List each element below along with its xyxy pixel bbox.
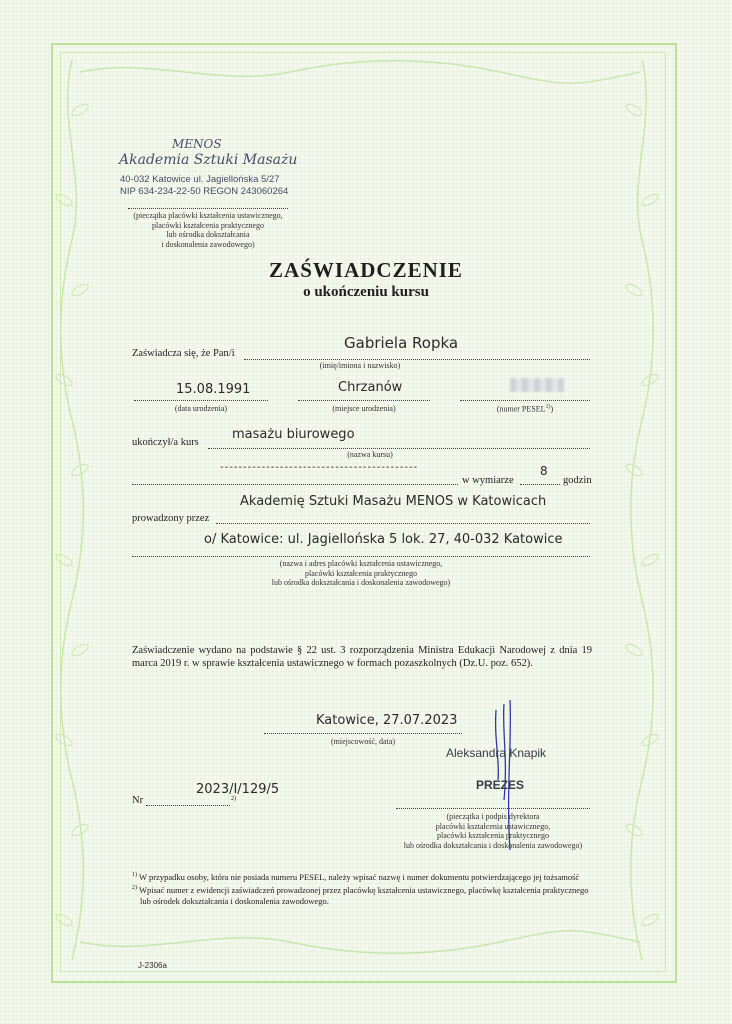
birth-place-line: [298, 400, 430, 401]
pesel-line: [460, 400, 590, 401]
organizer-address-line: [132, 556, 590, 557]
stamp-brand: MENOS: [172, 137, 222, 151]
name-caption: (imię/imiona i nazwisko): [319, 361, 401, 370]
stamp-caption: (pieczątka placówki kształcenia ustawicznego, placówki kształcenia praktycznego lub ośrodka dokształcania i doskonalenia zawodowego): [133, 211, 283, 249]
stamp-line: [128, 208, 288, 209]
organizer-line: [216, 523, 590, 524]
footnote-1: $^{1)}$ W przypadku osoby, która nie posiada numeru PESEL, należy wpisać nazwę i numer dokumentu potwierdzającego jej tożsamość: [132, 871, 580, 882]
completed-label: ukończył/a kurs: [132, 437, 199, 448]
document-title: ZAŚWIADCZENIE: [269, 258, 463, 282]
director-caption: (pieczątka i podpis dyrektora placówki kształcenia ustawicznego, placówki kształcenia praktycznego lub ośrodka dokształcania i doskonalenia zawodowego): [403, 812, 583, 850]
place-date-line: [264, 733, 462, 734]
footnotes: [132, 870, 589, 907]
director-name: Aleksandra Knapik: [446, 746, 547, 760]
number-label: Nr: [132, 795, 144, 806]
course-name: masażu biurowego: [232, 427, 355, 442]
top-vine-ornament: [80, 52, 640, 92]
organizer-name: Akademię Sztuki Masażu MENOS w Katowicach: [240, 494, 547, 509]
pesel-redacted: [510, 378, 564, 392]
birth-date: 15.08.1991: [176, 382, 251, 397]
stamp-address: 40-032 Katowice ul. Jagiellońska 5/27: [120, 174, 280, 185]
birth-date-caption: (data urodzenia): [174, 404, 228, 413]
birth-place-caption: (miejsce urodzenia): [332, 404, 396, 413]
birth-place: Chrzanów: [338, 380, 403, 395]
run-by-label: prowadzony przez: [132, 513, 210, 524]
right-vine-ornament: [622, 60, 662, 960]
certifies-label: Zaświadcza się, że Pan/i: [132, 348, 235, 359]
legal-basis-text: Zaświadczenie wydano na podstawie § 22 ust. 3 rozporządzenia Ministra Edukacji Narodowej z dnia 19 marca 2019 r. w sprawie kształcenia ustawicznego w formach pozaszkolnych (Dz.U. poz. 652).: [132, 645, 592, 669]
number-line: [146, 805, 230, 806]
holder-name: Gabriela Ropka: [344, 334, 459, 352]
bottom-vine-ornament: [80, 922, 640, 962]
director-title: PREZES: [476, 778, 525, 792]
footnote-2: $^{2)}$ Wpisać numer z ewidencji zaświadczeń prowadzonej przez placówkę kształcenia ustawicznego, placówkę kształcenia praktycznego: [132, 884, 589, 895]
place-date-caption: (miejscowość, data): [331, 737, 395, 746]
birth-date-line: [134, 400, 268, 401]
organizer-address: o/ Katowice: ul. Jagiellońska 5 lok. 27, 40-032 Katowice: [204, 532, 563, 547]
hours-label: godzin: [563, 475, 592, 486]
director-signature-line: [396, 808, 590, 809]
course-line: [208, 448, 590, 449]
duration-line: [132, 484, 458, 485]
duration-label: w wymiarze: [462, 475, 514, 486]
course-dashes: -------------------------------------------: [220, 462, 419, 473]
hours-value: 8: [540, 464, 548, 478]
left-vine-ornament: [52, 60, 92, 960]
hours-line: [520, 484, 560, 485]
number-footnote-mark: 2): [231, 796, 236, 802]
form-code: J-2306a: [138, 961, 167, 970]
document-subtitle: o ukończeniu kursu: [303, 284, 429, 300]
name-line: [244, 359, 590, 360]
course-caption: (nazwa kursu): [347, 450, 393, 459]
certificate-number: 2023/I/129/5: [196, 782, 280, 797]
organizer-caption: (nazwa i adres placówki kształcenia ustawicznego, placówki kształcenia praktycznego lub ośrodka dokształcania i doskonalenia zawodowego): [271, 559, 451, 587]
place-date: Katowice, 27.07.2023: [316, 713, 458, 728]
footnote-2-continued: lub ośrodek dokształcania i doskonalenia zawodowego.: [140, 895, 329, 906]
pesel-caption: (numer PESEL$^{1)}$): [496, 404, 554, 414]
stamp-ids: NIP 634-234-22-50 REGON 243060264: [120, 186, 289, 197]
stamp-school-name: Akademia Sztuki Masażu: [119, 152, 298, 168]
